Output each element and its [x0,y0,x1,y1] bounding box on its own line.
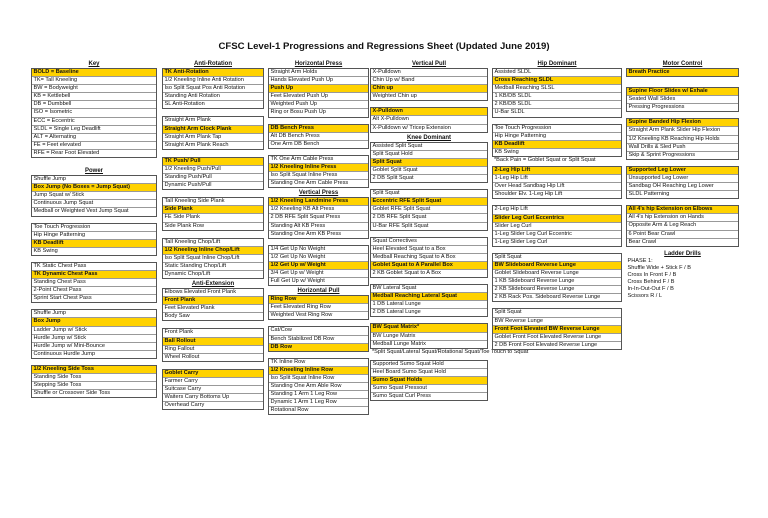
list-item: Farmer Carry [163,378,263,386]
key-box [31,68,157,158]
hip-dominant-group-4 [492,205,622,246]
horizontal-press-column [268,60,369,415]
list-item: 2 KB Slideboard Reverse Lunge [493,286,621,294]
list-item: 1/2 Get Up w/ Weight [269,262,368,270]
list-item: Box Jump [32,318,156,326]
motor-control-header: Motor Control [662,61,703,67]
list-item: 2 DB RFE Split Squat [371,214,487,222]
list-item: Dynamic Chop/Lift [164,270,211,277]
anti-rotation-group-3 [162,157,264,190]
list-item: 2 DB Lateral Lunge [372,309,421,316]
list-item: Static Standing Chop/Lift [163,263,263,271]
list-item: Supported Leg Lower [627,167,738,175]
list-item: Weighted Chin up [372,93,417,100]
list-item: X-Pulldown [371,69,487,77]
knee-dominant-header: Knee Dominant [406,134,451,141]
list-item: 1/2 Kneeling Inline Chop/Lift [163,247,263,255]
list-item: TK Static Chest Pass [32,263,156,271]
list-item: Unsupported Leg Lower [627,175,738,183]
knee-dominant-group-2 [370,189,488,230]
anti-rotation-group-1 [162,68,264,109]
list-item: Seated Wall Slides [627,96,738,104]
list-item: Side Plank Row [164,222,204,229]
list-item: Ring Row [269,296,368,304]
list-item: Breath Practice [627,69,738,76]
list-item: Split Squat Hold [371,151,487,159]
list-item: Side Plank [163,206,263,214]
horizontal-press-group-3 [268,155,369,188]
list-item: Shuffle Jump [32,310,156,318]
horizontal-press-group-2 [268,124,369,149]
list-item: Straight Arm Clock Plank [163,126,263,134]
list-item: 1/2 Kneeling Push/Pull [163,166,263,174]
list-item: 3/4 Get Up w/ Weight [269,270,368,278]
list-item: Box Jump (No Boxes = Jump Squat) [32,184,156,192]
list-item: Feet Elevated Plank [163,305,263,313]
motor-control-group-3 [626,118,739,159]
list-item: Hurdle Jump w/ Mini-Bounce [32,343,156,351]
knee-dominant-group-1 [370,142,488,183]
list-item: Continuous Hurdle Jump [33,350,96,357]
horizontal-press-header: Horizontal Press [294,61,343,67]
list-item: BW Squat Matrix* [371,324,487,332]
motor-control-group-2 [626,87,739,112]
list-item: Suitcase Carry [163,386,263,394]
list-item: Straight Arm Holds [269,69,368,77]
list-item: One Arm DB Bench [270,140,320,147]
list-item: SLDL Patterning [628,191,670,198]
list-item: Feet Elevated Ring Row [269,304,368,312]
list-item: Tall Kneeling Side Plank [163,198,263,206]
hip-dominant-header: Hip Dominant [537,61,577,67]
list-item: Split Squat [493,309,621,317]
motor-control-column [626,60,739,300]
list-item: Supine Banded Hip Flexion [627,119,738,127]
list-item: Standing Anti Rotation [163,93,263,101]
anti-extension-group-1 [162,288,264,321]
power-group-5 [31,365,157,398]
list-item: 1/2 Kneeling KB Alt Press [269,206,368,214]
list-item: BOLD = Baseline [32,69,156,77]
list-item: X-Pulldown [371,108,487,116]
anti-rotation-group-4 [162,197,264,230]
list-item: 2 KB/DB SLDL [493,101,621,109]
list-item: Medball Reaching SLSL [493,85,621,93]
list-item: Iso Split Squat Pos Anti Rotation [163,85,263,93]
list-item: BW Lateral Squat [371,285,487,293]
page-title: CFSC Level-1 Progressions and Regressions Sheet (Updated June 2019) [218,41,550,52]
list-item: Standing Chest Pass [32,279,156,287]
list-item: 1 KB Slideboard Reverse Lunge [493,278,621,286]
motor-control-group-1 [626,68,739,77]
list-item: Over Head Sandbag Hip Lift [493,183,621,191]
list-item: Push Up [269,85,368,93]
list-item: TK Inline Row [269,359,368,367]
vertical-press-header: Vertical Press [298,190,339,197]
list-item: 1/2 Kneeling Landmine Press [269,198,368,206]
carry-group [162,369,264,410]
anti-rotation-group-2 [162,116,264,149]
list-item: Alt X-Pulldown [371,116,487,124]
list-item: Goblet Squat to A Parallel Box [371,262,487,270]
horizontal-pull-group-2 [268,326,369,351]
horizontal-pull-group-3 [268,358,369,416]
list-item: 2 DB Front Foot Elevated Reverse Lunge [494,341,598,348]
list-item: Cross In Front F / B [627,271,677,278]
list-item: Full Get Up w/ Weight [270,278,325,285]
list-item: Goblet Carry [163,370,263,378]
list-item: DB Bench Press [269,125,368,133]
list-item: Iso Split Squat Inline Row [269,375,368,383]
list-item: Slider Leg Curl Eccentrics [493,215,621,223]
list-item: Stepping Side Toss [32,382,156,390]
list-item: 1-Leg Slider Leg Curl Eccentric [493,231,621,239]
list-item: BW Slideboard Reverse Lunge [493,262,621,270]
list-item: 2 DB RFE Split Squat Press [269,214,368,222]
list-item: Rotational Row [270,407,309,414]
list-item: Shuffle or Crossover Side Toss [33,390,111,397]
list-item: Standing One Arm KB Press [270,230,342,237]
list-item: Hurdle Jump w/ Stick [32,335,156,343]
ladder-drills-header: Ladder Drills [664,250,701,257]
power-group-3 [31,262,157,303]
list-item: Slider Leg Curl [493,223,621,231]
hip-dominant-group-5 [492,253,622,303]
list-item: Medball Lunge Matrix [372,340,426,347]
list-item: Shoulder Elv. 1-Leg Hip Lift [494,191,563,198]
knee-dominant-group-4 [370,284,488,317]
list-item: Assisted Split Squat [371,143,487,151]
list-item: All 4's hip Extension on Elbows [627,206,738,214]
list-item: Toe Touch Progression [32,224,156,232]
list-item: U-Bar RFE Split Squat [372,222,429,229]
list-item: Goblet Split Squat [371,167,487,175]
list-item: DB Row [269,344,368,351]
list-item: 2-Leg Hip Lift [493,167,621,175]
list-item: Ring Fallout [163,346,263,354]
list-item: Front Plank [163,297,263,305]
list-item: Chin Up w/ Band [371,77,487,85]
list-item: Shuffle Wide + Stick F / B [627,264,691,271]
list-item: Standing One Arm Cable Press [270,180,349,187]
list-item: Waiters Carry Bottoms Up [163,394,263,402]
list-item: Cross Reaching SLDL [493,77,621,85]
list-item: Ladder Jump w/ Stick [32,327,156,335]
list-item: Front Plank [163,329,263,337]
power-group-1 [31,175,157,216]
list-item: 1 KB/DB SLDL [493,93,621,101]
list-item: Straight Arm Plank Tap [163,134,263,142]
list-item: Pressing Progressions [628,104,685,111]
horizontal-press-group-1 [268,68,369,118]
list-item: Split Squat [493,254,621,262]
list-item: Dynamic Push/Pull [164,182,212,189]
list-item: Standing Push/Pull [163,174,263,182]
list-item: TK= Tall Kneeling [32,77,156,85]
list-item: KB = Kettlebell [32,93,156,101]
list-item: Goblet RFE Split Squat [371,206,487,214]
list-item: KB Deadlift [32,240,156,248]
list-item: Weighted Vest Ring Row [270,312,333,319]
knee-dominant-group-5 [370,323,488,348]
list-item: Wall Drills & Sled Push [627,144,738,152]
list-item: Hands Elevated Push Up [269,77,368,85]
horizontal-pull-group-1 [268,295,369,320]
list-item: Hip Hinge Patterning [32,232,156,240]
list-item: ECC = Eccentric [32,118,156,126]
list-item: 2-Leg Hip Lift [493,206,621,214]
list-item: Ring or Bosu Push Up [270,109,326,116]
list-item: Supine Floor Slides w/ Exhale [627,88,738,96]
get-up-group [268,245,369,286]
list-item: Straight Arm Plank [163,117,263,125]
list-item: 6 Point Bear Crawl [627,231,738,239]
list-item: 1/2 Kneeling Side Toss [32,366,156,374]
list-item: U-Bar SLDL [494,109,525,116]
list-item: Toe Touch Progression [493,125,621,133]
list-item: Scissors R / L [627,293,663,300]
list-item: Standing 1 Arm 1 Leg Row [269,391,368,399]
list-item: Iso Split Squat Inline Press [269,172,368,180]
list-item: Standing Side Toss [32,374,156,382]
list-item: 2 DB Split Squat [372,175,414,182]
list-item: ISO = Isometric [32,109,156,117]
horizontal-pull-header: Horizontal Pull [297,288,340,295]
list-item: Sumo Squat Holds [371,377,487,385]
list-item: PHASE 1: [627,257,653,264]
list-item: 1-Leg Hip Lift [493,175,621,183]
list-item: 2 KB Rack Pos. Sideboard Reverse Lunge [494,294,601,301]
list-item: Front Foot Elevated BW Reverse Lunge [493,326,621,334]
list-item: KB Deadlift [493,141,621,149]
list-item: Split Squat [371,159,487,167]
list-item: FE Side Plank [163,214,263,222]
list-item: Skip & Sprint Progressions [628,151,696,158]
list-item: Iso Split Squat Inline Chop/Lift [163,255,263,263]
vertical-pull-header: Vertical Pull [411,61,447,67]
list-item: Sprint Start Chest Pass [33,295,92,302]
list-item: Alt DB Bench Press [269,133,368,141]
list-item: Weighted Push Up [269,101,368,109]
list-item: Goblet Front Foot Elevated Reverse Lunge [493,334,621,342]
hip-dominant-group-1 [492,68,622,118]
key-column [31,60,157,398]
list-item: BW = Bodyweight [32,85,156,93]
list-item: 1/2 Kneeling Inline Press [269,164,368,172]
vertical-pull-group-1 [370,68,488,101]
list-item: Bench Stabilized DB Row [269,336,368,344]
list-item: X-Pulldown w/ Tricep Extension [372,124,451,131]
list-item: 2 KB Goblet Squat to A Box [372,269,441,276]
list-item: Opposite Arm & Leg Reach [627,222,738,230]
list-item: Supported Sumo Squat Hold [371,361,487,369]
anti-extension-header: Anti-Extension [191,281,235,288]
list-item: Feet Elevated Push Up [269,93,368,101]
ladder-drills-list [626,258,739,301]
motor-control-group-4 [626,166,739,199]
sumo-group [370,360,488,401]
list-item: Medball or Weighted Vest Jump Squat [33,208,129,215]
power-header: Power [84,168,103,175]
list-item: Heel Board Sumo Squat Hold [371,369,487,377]
vertical-pull-group-2 [370,107,488,132]
list-item: Medball Reaching Lateral Squat [371,293,487,301]
list-item: TK Dynamic Chest Pass [32,271,156,279]
list-item: BW Reverse Lunge [493,318,621,326]
list-item: SL Anti-Rotation [164,101,205,108]
motor-control-group-5 [626,205,739,246]
vertical-press-group-1 [268,197,369,238]
list-item: BW Lunge Matrix [371,333,487,341]
list-item: All 4's hip Extension on Hands [627,214,738,222]
list-item: Eccentric RFE Split Squat [371,198,487,206]
list-item: 1 DB Lateral Lunge [371,301,487,309]
list-item: Split Squat [371,190,487,198]
list-item: Heel Elevated Squat to a Box [371,246,487,254]
list-item: TK Anti-Rotation [163,69,263,77]
list-item: Overhead Carry [164,402,205,409]
list-item: 1/2 Kneeling Inline Row [269,367,368,375]
list-item: 1/2 Kneeling KB Reaching Hip Holds [627,136,738,144]
hip-dominant-group-3 [492,166,622,199]
hip-dominant-group-2 [492,124,622,157]
list-item: Ball Rollout [163,338,263,346]
list-item: Shuffle Jump [32,176,156,184]
list-item: 1/4 Get Up No Weight [269,246,368,254]
list-item: ALT = Alternating [32,134,156,142]
anti-rotation-header: Anti-Rotation [194,61,232,67]
list-item: Squat Correctives [371,238,487,246]
list-item: TK Push/ Pull [163,158,263,166]
anti-extension-group-2 [162,328,264,361]
hip-dominant-column [492,60,622,350]
list-item: Goblet Slideboard Reverse Lunge [493,270,621,278]
list-item: Body Saw [164,313,190,320]
key-header: Key [88,61,100,67]
list-item: SLDL = Single Leg Deadlift [32,126,156,134]
list-item: 1/2 Get Up No Weight [269,254,368,262]
power-group-4 [31,309,157,359]
list-item: Wheel Rollout [164,353,200,360]
back-pain-footnote: *Back Pain = Goblet Squat or Split Squat [494,156,596,163]
list-item: Straight Arm Plank Slider Hip Flexion [627,127,738,135]
list-item: Standing One Arm Able Row [269,383,368,391]
list-item: Continuous Jump Squat [32,200,156,208]
power-group-2 [31,223,157,256]
list-item: Sandbag OH Reaching Leg Lower [627,183,738,191]
list-item: TK One Arm Cable Press [269,156,368,164]
list-item: Chin up [371,85,487,93]
list-item: Bear Crawl [628,238,657,245]
list-item: Assisted SLDL [493,69,621,77]
list-item: 2-Point Chest Pass [32,287,156,295]
hip-dominant-group-6 [492,308,622,349]
knee-dominant-group-3 [370,237,488,278]
list-item: RFE = Rear Foot Elevated [33,149,100,156]
list-item: 1-Leg Slider Leg Curl [494,238,548,245]
list-item: KB Swing [33,247,58,254]
list-item: Standing Alt KB Press [269,223,368,231]
matrix-footnote: *Split Squat/Lateral Squat/Rotational Squat/Toe Touch to Squat [372,348,529,355]
anti-rotation-column [162,60,264,410]
list-item: Tall Kneeling Chop/Lift [163,239,263,247]
list-item: Hip Hinge Patterning [493,133,621,141]
list-item: Elbows Elevated Front Plank [163,289,263,297]
list-item: Dynamic 1 Arm 1 Leg Row [269,399,368,407]
list-item: DB = Dumbbell [32,101,156,109]
list-item: Jump Squat w/ Stick [32,192,156,200]
list-item: FE = Feet elevated [32,142,156,150]
list-item: Sumo Squat Curl Press [372,393,431,400]
list-item: Sumo Squat Pressout [371,385,487,393]
list-item: Straight Arm Plank Reach [164,141,229,148]
anti-rotation-group-5 [162,238,264,279]
list-item: In-In-Out-Out F / B [627,286,674,293]
list-item: Medball Reaching Squat to A Box [371,254,487,262]
list-item: KB Swing [494,148,519,155]
list-item: Cat/Cow [269,327,368,335]
list-item: Cross Behind F / B [627,278,675,285]
list-item: 1/2 Kneeling Inline Anti Rotation [163,77,263,85]
